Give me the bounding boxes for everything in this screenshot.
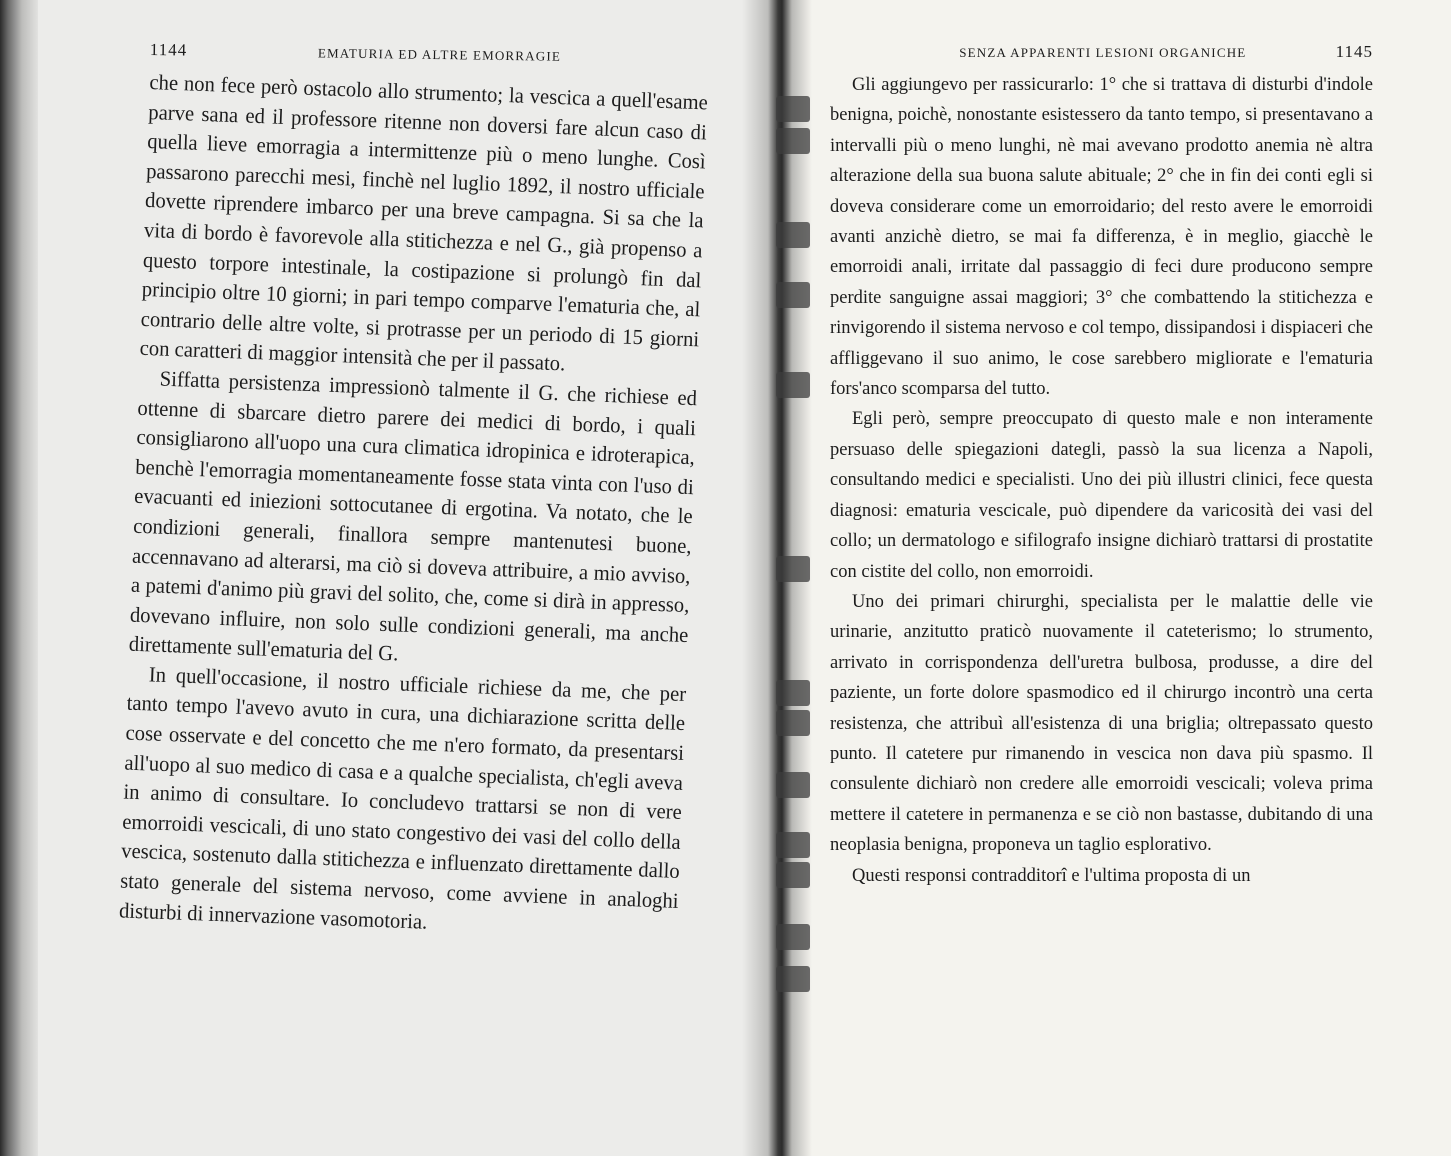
right-page <box>780 0 1451 1156</box>
ink-mark <box>776 966 810 992</box>
ink-mark <box>776 710 810 736</box>
ink-mark <box>776 96 810 122</box>
ink-mark <box>776 372 810 398</box>
ink-mark <box>776 832 810 858</box>
ink-mark <box>776 556 810 582</box>
ink-mark <box>776 924 810 950</box>
right-running-head <box>830 42 1373 62</box>
left-running-head <box>150 40 732 68</box>
left-page-body <box>119 68 709 946</box>
ink-mark <box>776 772 810 798</box>
right-page-number: 1145 <box>1335 42 1373 61</box>
left-running-title: EMATURIA ED ALTRE EMORRAGIE <box>317 45 562 64</box>
right-running-title: SENZA APPARENTI LESIONI ORGANICHE <box>959 45 1247 60</box>
ink-mark <box>776 128 810 154</box>
right-paragraph-3: Uno dei primari chirurghi, specialista per le malattie delle vie urinarie, anzitutto praticò nuovamente il cateterismo; lo strumento, arrivato in corrispondenza dell'uretra bulbosa, produsse, a dire del paziente, un forte dolore spasmodico ed il chirurgo incontrò una certa resistenza, che attribuì all'esistenza di una briglia; oltrepassato questo punto. Il catetere pur rimanendo in vescica non dava più spasmo. Il consulente dichiarò non credere alle emorroidi vescicali; voleva prima mettere il catetere in permanenza e se ciò non bastasse, dubitando di una neoplasia benigna, proponeva un taglio esplorativo. <box>830 591 1373 856</box>
right-page-body <box>830 70 1373 891</box>
right-paragraph-4: Questi responsi contradditorî e l'ultima proposta di un <box>852 865 1251 886</box>
gutter-ink-marks <box>776 0 806 1156</box>
ink-mark <box>776 222 810 248</box>
left-paragraph-3: In quell'occasione, il nostro ufficiale richiese da me, che per tanto tempo l'avevo avuto in cura, una dichiarazione scritta delle cose osservate e del concetto che me n'ero formato, da presentarsi all'uopo al suo medico di casa e a qualche specialista, ch'egli aveva in animo di consultare. Io concludevo trattarsi se non di vere emorroidi vescicali, di uno stato congestivo dei vasi del collo della vescica, sostenuto dalla stitichezza e influenzato direttamente dallo stato generale del sistema nervoso, come avviene in analoghi disturbi di innervazione vasomotoria. <box>118 662 687 934</box>
left-paragraph-2: Siffatta persistenza impressionò talmente il G. che richiese ed ottenne di sbarcare dietro parere dei medici di bordo, i quali consigliarono all'uopo una cura climatica idropinica e idroterapica, benchè l'emorragia momentaneamente fosse stata vinta con l'uso di evacuanti ed iniezioni sottocutanee di ergotina. Va notato, che le condizioni generali, finallora sempre mantenutesi buone, accennavano ad alterarsi, ma ciò si doveva attribuire, a mio avviso, a patemi d'animo più gravi del solito, che, come si dirà in appresso, dovevano influire, non solo sulle condizioni generali, ma anche direttamente sull'ematuria del G. <box>128 366 698 666</box>
left-paragraph-1: che non fece però ostacolo allo strumento; la vescica a quell'esame parve sana ed il professore ritenne non doversi fare alcun caso di quella lieve emorragia a intermittenze più o meno lunghe. Così passarono parecchi mesi, finchè nel luglio 1892, il nostro ufficiale dovette riprendere imbarco per una breve campagna. Si sa che la vita di bordo è favorevole alla stitichezza e nel G., già propenso a questo torpore intestinale, la costipazione si prolungò fin dal principio oltre 10 giorni; in pari tempo comparve l'ematuria che, al contrario delle altre volte, si protrasse per un periodo di 15 giorni con caratteri di maggior intensità che per il passato. <box>139 69 709 376</box>
right-paragraph-2: Egli però, sempre preoccupato di questo male e non interamente persuaso delle spiegazioni dategli, passò la sua licenza a Napoli, consultando medici e specialisti. Uno dei più illustri clinici, fece questa diagnosi: ematuria vescicale, può dipendere da varicosità dei vasi del collo; un dermatologo e sifilografo insigne dichiarò trattarsi di prostatite con cistite del collo, non emorroidi. <box>830 409 1373 582</box>
ink-mark <box>776 862 810 888</box>
left-binding-shadow <box>0 0 38 1156</box>
ink-mark <box>776 680 810 706</box>
right-paragraph-1: Gli aggiungevo per rassicurarlo: 1° che si trattava di disturbi d'indole benigna, poichè, nonostante esistessero da tanto tempo, si presentavano a intervalli più o meno lunghi, nè mai avevano prodotto anemia nè altra alterazione della sua buona salute abituale; 2° che in fin dei conti egli si doveva considerare come un emorroidario; del resto avere le emorroidi avanti anzichè dietro, se mai fa differenza, è in meglio, giacchè le emorroidi anali, irritate dal passaggio di feci dure producono sempre perdite sanguigne assai maggiori; 3° che combattendo la stitichezza e rinvigorendo il sistema nervoso e col tempo, dissipandosi i dispiaceri che affliggevano il suo animo, le cose sarebbero migliorate e l'ematuria fors'anco scomparsa del tutto. <box>830 75 1373 400</box>
ink-mark <box>776 282 810 308</box>
left-page-number: 1144 <box>149 40 188 60</box>
